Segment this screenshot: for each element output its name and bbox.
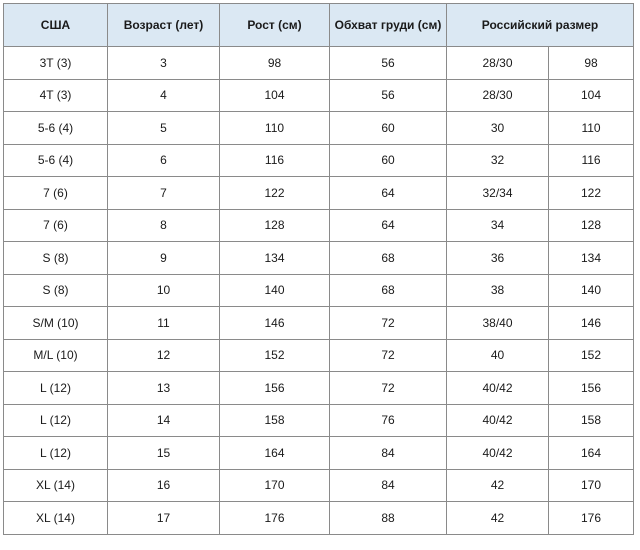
cell-russian-size: 42 xyxy=(447,502,549,535)
table-row xyxy=(4,79,634,112)
cell-chest: 60 xyxy=(330,144,447,177)
cell-age: 8 xyxy=(108,209,220,242)
cell-usa-size: 7 (6) xyxy=(4,177,108,210)
header-age: Возраст (лет) xyxy=(108,4,220,47)
cell-russian-size-height: 140 xyxy=(549,274,634,307)
cell-age: 4 xyxy=(108,79,220,112)
size-chart xyxy=(3,3,634,535)
cell-height: 152 xyxy=(220,339,330,372)
cell-usa-size: L (12) xyxy=(4,404,108,437)
header-height: Рост (см) xyxy=(220,4,330,47)
cell-age: 16 xyxy=(108,469,220,502)
cell-age: 17 xyxy=(108,502,220,535)
cell-age: 13 xyxy=(108,372,220,405)
cell-russian-size-height: 122 xyxy=(549,177,634,210)
cell-chest: 64 xyxy=(330,209,447,242)
cell-chest: 56 xyxy=(330,47,447,80)
table-body xyxy=(4,47,634,535)
cell-russian-size-height: 146 xyxy=(549,307,634,340)
cell-usa-size: S (8) xyxy=(4,274,108,307)
cell-russian-size: 38/40 xyxy=(447,307,549,340)
table-row xyxy=(4,502,634,535)
table-row xyxy=(4,339,634,372)
cell-chest: 72 xyxy=(330,307,447,340)
table-row xyxy=(4,47,634,80)
header-chest: Обхват груди (см) xyxy=(330,4,447,47)
table-row xyxy=(4,469,634,502)
table-row xyxy=(4,404,634,437)
cell-height: 176 xyxy=(220,502,330,535)
cell-russian-size: 40/42 xyxy=(447,372,549,405)
cell-chest: 84 xyxy=(330,437,447,470)
cell-chest: 72 xyxy=(330,372,447,405)
cell-height: 164 xyxy=(220,437,330,470)
cell-russian-size: 28/30 xyxy=(447,79,549,112)
cell-height: 122 xyxy=(220,177,330,210)
cell-height: 140 xyxy=(220,274,330,307)
cell-height: 170 xyxy=(220,469,330,502)
header-row xyxy=(4,4,634,47)
cell-height: 158 xyxy=(220,404,330,437)
cell-chest: 68 xyxy=(330,242,447,275)
cell-chest: 56 xyxy=(330,79,447,112)
cell-chest: 84 xyxy=(330,469,447,502)
table-row xyxy=(4,372,634,405)
cell-russian-size-height: 110 xyxy=(549,112,634,145)
cell-usa-size: 5-6 (4) xyxy=(4,144,108,177)
cell-russian-size-height: 156 xyxy=(549,372,634,405)
table-row xyxy=(4,112,634,145)
cell-russian-size-height: 128 xyxy=(549,209,634,242)
cell-russian-size: 40/42 xyxy=(447,437,549,470)
cell-chest: 64 xyxy=(330,177,447,210)
cell-chest: 60 xyxy=(330,112,447,145)
cell-height: 146 xyxy=(220,307,330,340)
table-row xyxy=(4,144,634,177)
cell-height: 110 xyxy=(220,112,330,145)
cell-russian-size: 30 xyxy=(447,112,549,145)
cell-russian-size-height: 164 xyxy=(549,437,634,470)
cell-russian-size-height: 176 xyxy=(549,502,634,535)
table-row xyxy=(4,437,634,470)
cell-chest: 72 xyxy=(330,339,447,372)
cell-height: 104 xyxy=(220,79,330,112)
table-row xyxy=(4,177,634,210)
cell-age: 14 xyxy=(108,404,220,437)
cell-usa-size: 4T (3) xyxy=(4,79,108,112)
cell-chest: 88 xyxy=(330,502,447,535)
table-row xyxy=(4,274,634,307)
table-row xyxy=(4,209,634,242)
size-table xyxy=(3,3,634,535)
cell-height: 128 xyxy=(220,209,330,242)
cell-russian-size: 36 xyxy=(447,242,549,275)
cell-chest: 68 xyxy=(330,274,447,307)
cell-russian-size: 32/34 xyxy=(447,177,549,210)
cell-russian-size-height: 170 xyxy=(549,469,634,502)
cell-russian-size-height: 98 xyxy=(549,47,634,80)
cell-height: 134 xyxy=(220,242,330,275)
table-header xyxy=(4,4,634,47)
cell-usa-size: L (12) xyxy=(4,437,108,470)
cell-age: 15 xyxy=(108,437,220,470)
cell-age: 5 xyxy=(108,112,220,145)
cell-age: 10 xyxy=(108,274,220,307)
cell-age: 6 xyxy=(108,144,220,177)
cell-age: 7 xyxy=(108,177,220,210)
cell-usa-size: XL (14) xyxy=(4,469,108,502)
cell-usa-size: S (8) xyxy=(4,242,108,275)
cell-usa-size: XL (14) xyxy=(4,502,108,535)
cell-russian-size: 42 xyxy=(447,469,549,502)
cell-usa-size: M/L (10) xyxy=(4,339,108,372)
cell-age: 3 xyxy=(108,47,220,80)
table-row xyxy=(4,242,634,275)
cell-russian-size-height: 152 xyxy=(549,339,634,372)
cell-chest: 76 xyxy=(330,404,447,437)
cell-age: 12 xyxy=(108,339,220,372)
cell-russian-size: 38 xyxy=(447,274,549,307)
cell-height: 156 xyxy=(220,372,330,405)
header-usa: США xyxy=(4,4,108,47)
cell-russian-size-height: 158 xyxy=(549,404,634,437)
cell-russian-size-height: 116 xyxy=(549,144,634,177)
cell-usa-size: 5-6 (4) xyxy=(4,112,108,145)
cell-russian-size: 28/30 xyxy=(447,47,549,80)
cell-height: 116 xyxy=(220,144,330,177)
cell-russian-size: 40/42 xyxy=(447,404,549,437)
cell-age: 11 xyxy=(108,307,220,340)
cell-usa-size: 3T (3) xyxy=(4,47,108,80)
cell-usa-size: S/M (10) xyxy=(4,307,108,340)
header-russian-size: Российский размер xyxy=(447,4,634,47)
cell-usa-size: L (12) xyxy=(4,372,108,405)
cell-russian-size-height: 104 xyxy=(549,79,634,112)
cell-usa-size: 7 (6) xyxy=(4,209,108,242)
cell-russian-size-height: 134 xyxy=(549,242,634,275)
cell-russian-size: 32 xyxy=(447,144,549,177)
cell-russian-size: 40 xyxy=(447,339,549,372)
cell-age: 9 xyxy=(108,242,220,275)
table-row xyxy=(4,307,634,340)
cell-height: 98 xyxy=(220,47,330,80)
cell-russian-size: 34 xyxy=(447,209,549,242)
